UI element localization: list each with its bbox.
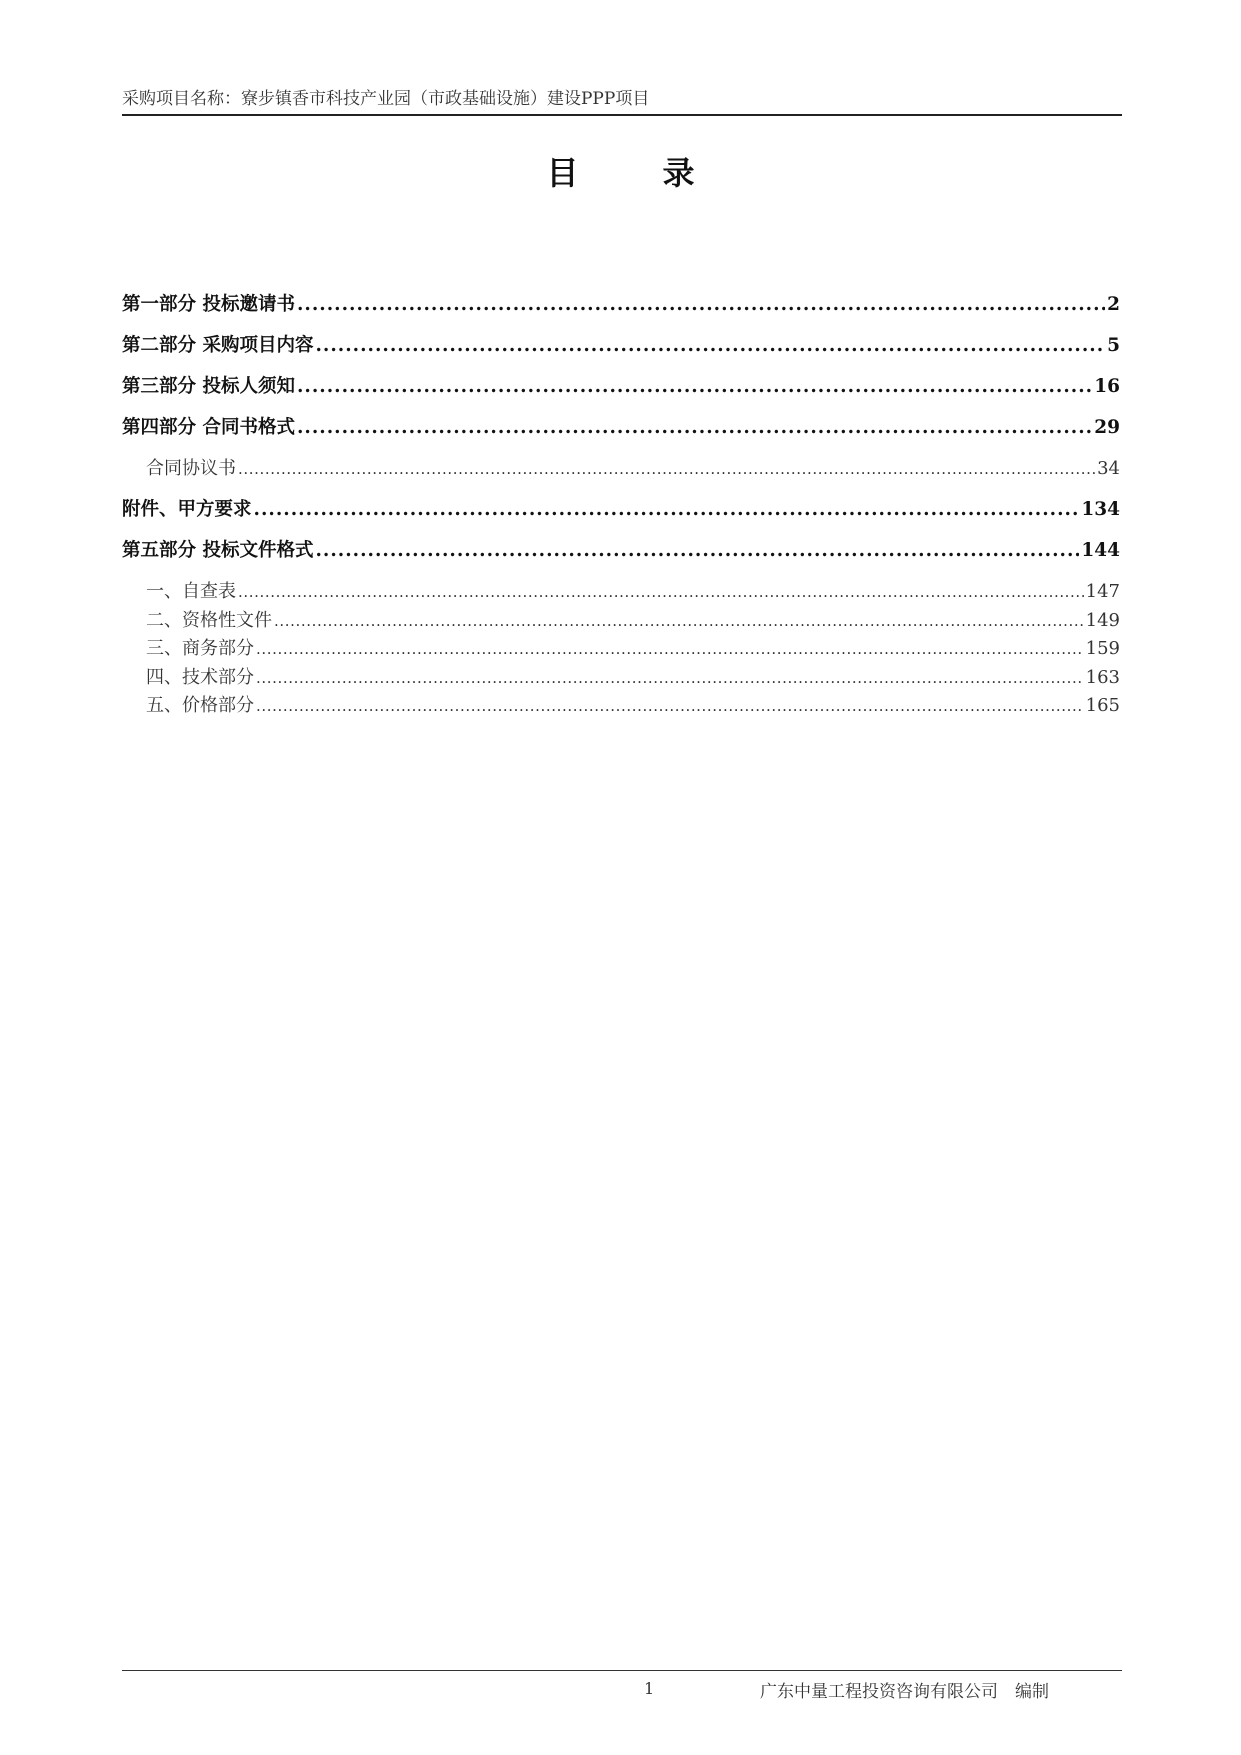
toc-entry-label: 第四部分 合同书格式 [122, 417, 295, 438]
toc-leader-dots [256, 634, 1084, 664]
toc-leader-dots [274, 606, 1084, 636]
toc-entry-label: 四、技术部分 [146, 666, 254, 688]
toc-entry-page: 2 [1107, 294, 1120, 315]
toc-entry-label: 第三部分 投标人须知 [122, 376, 295, 397]
toc-entry[interactable] [122, 290, 1120, 331]
compiler-organization: 广东中量工程投资咨询有限公司 编制 [760, 1682, 1049, 1702]
toc-subentry[interactable] [122, 691, 1120, 720]
toc-leader-dots [315, 536, 1079, 566]
toc-entry[interactable] [122, 331, 1120, 372]
toc-entry-label: 第二部分 采购项目内容 [122, 335, 314, 356]
toc-entry-label: 二、资格性文件 [146, 609, 272, 631]
page-header [122, 88, 1122, 116]
toc-entry-page: 163 [1085, 666, 1120, 688]
toc-entry-label: 第五部分 投标文件格式 [122, 540, 314, 561]
toc-entry-label: 五、价格部分 [146, 695, 254, 716]
toc-leader-dots [256, 691, 1084, 721]
toc-leader-dots [297, 290, 1105, 320]
toc-leader-dots [297, 413, 1092, 443]
toc-subentry[interactable] [122, 663, 1120, 692]
toc-entry-page: 159 [1085, 638, 1120, 659]
toc-entry-label: 附件、甲方要求 [122, 499, 252, 520]
toc-entry-label: 三、商务部分 [146, 638, 254, 659]
page-footer [122, 1670, 1122, 1702]
toc-entry[interactable] [122, 413, 1120, 454]
toc-leader-dots [254, 495, 1080, 525]
toc-subentry[interactable] [122, 454, 1120, 495]
toc-title: 目 录 [546, 154, 721, 192]
toc-subentry[interactable] [122, 577, 1120, 606]
toc-entry-label: 第一部分 投标邀请书 [122, 294, 295, 315]
toc-entry-page: 144 [1081, 540, 1120, 561]
toc-leader-dots [256, 663, 1084, 693]
table-of-contents [122, 290, 1120, 720]
toc-subentry[interactable] [122, 606, 1120, 635]
toc-subentry[interactable] [122, 634, 1120, 663]
toc-entry-page: 149 [1085, 609, 1120, 631]
toc-leader-dots [238, 577, 1084, 607]
toc-entry[interactable] [122, 372, 1120, 413]
project-name-header: 采购项目名称：寮步镇香市科技产业园（市政基础设施）建设PPP项目 [122, 89, 650, 109]
toc-leader-dots [297, 372, 1092, 402]
toc-entry-page: 147 [1085, 581, 1120, 602]
toc-entry-page: 165 [1085, 695, 1120, 716]
toc-entry-page: 5 [1107, 335, 1120, 356]
toc-entry-page: 134 [1081, 499, 1120, 520]
toc-entry[interactable] [122, 495, 1120, 536]
toc-entry-label: 合同协议书 [146, 458, 236, 479]
toc-leader-dots [238, 454, 1095, 484]
toc-entry-label: 一、自查表 [146, 581, 236, 602]
page-number: 1 [644, 1679, 655, 1698]
toc-entry-page: 29 [1094, 417, 1120, 438]
toc-entry-page: 34 [1097, 458, 1120, 479]
toc-leader-dots [315, 331, 1105, 361]
toc-entry-page: 16 [1094, 376, 1120, 397]
toc-entry[interactable] [122, 536, 1120, 577]
